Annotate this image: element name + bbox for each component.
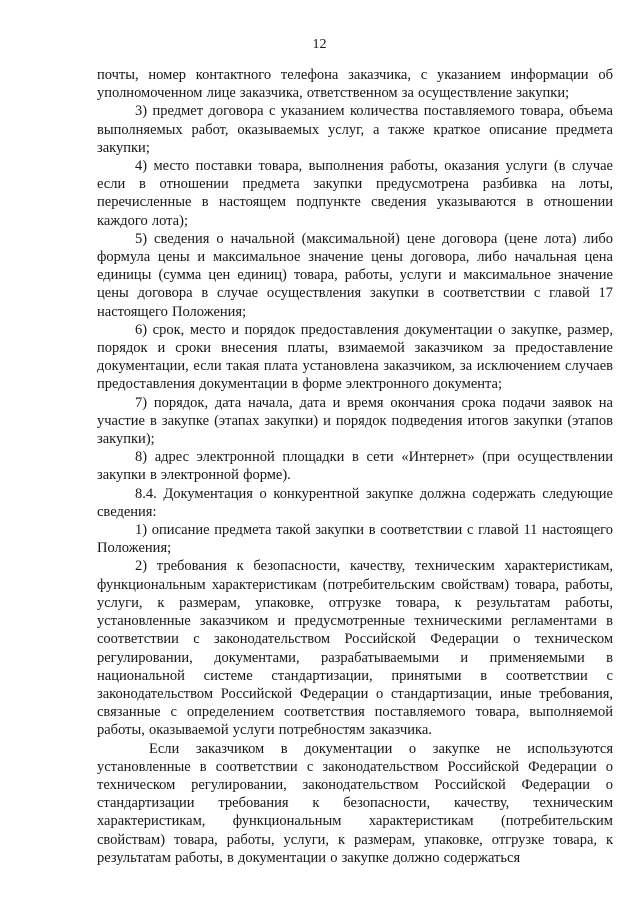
paragraph: 8) адрес электронной площадки в сети «Интернет» (при осуществлении закупки в электронной форме). — [97, 449, 613, 484]
document-body — [97, 66, 613, 867]
paragraph: 1) описание предмета такой закупки в соответствии с главой 11 настоящего Положения; — [97, 522, 613, 557]
paragraph: 4) место поставки товара, выполнения работы, оказания услуги (в случае если в отношении предмета закупки предусмотрена разбивка на лоты, перечисленные в настоящем подпункте сведения указываются в отношении каждого лота); — [97, 158, 613, 229]
paragraph: 2) требования к безопасности, качеству, техническим характеристикам, функциональным характеристикам (потребительским свойствам) товара, работы, услуги, к размерам, упаковке, отгрузке товара, к результатам работы, установленные заказчиком и предусмотренные техническими регламентами в соответствии с законодательством Российской Федерации о техническом регулировании, документами, разрабатываемыми и применяемыми в национальной системе стандартизации, принятыми в соответствии с законодательством Российской Федерации о стандартизации, иные требования, связанные с определением соответствия поставляемого товара, выполняемой работы, оказываемой услуги потребностям заказчика. — [97, 558, 613, 739]
paragraph: почты, номер контактного телефона заказчика, с указанием информации об уполномоченном лице заказчика, ответственном за осуществление закупки; — [97, 67, 613, 102]
paragraph: 6) срок, место и порядок предоставления документации о закупке, размер, порядок и сроки внесения платы, взимаемой заказчиком за предоставление документации, если такая плата установлена заказчиком, за исключением случаев предоставления документации в форме электронного документа; — [97, 321, 613, 393]
paragraph: Если заказчиком в документации о закупке не используются установленные в соответствии с законодательством Российской Федерации о техническом регулировании, законодательством Российской Федерации о стандартизации требования к безопасности, качеству, техническим характеристикам, функциональным характеристикам (потребительским свойствам) товара, работы, услуги, к размерам, упаковке, отгрузке товара, к результатам работы, в документации о закупке должно содержаться — [97, 740, 613, 866]
section-heading-paragraph: 8.4. Документация о конкурентной закупке должна содержать следующие сведения: — [97, 485, 613, 520]
paragraph: 3) предмет договора с указанием количества поставляемого товара, объема выполняемых работ, оказываемых услуг, а также краткое описание предмета закупки; — [97, 103, 613, 156]
page-number: 12 — [312, 37, 327, 52]
paragraph: 7) порядок, дата начала, дата и время окончания срока подачи заявок на участие в закупке (этапах закупки) и порядок подведения итогов закупки (этапов закупки); — [97, 394, 613, 448]
paragraph: 5) сведения о начальной (максимальной) цене договора (цене лота) либо формула цены и максимальное значение цены договора, либо начальная цена единицы (сумма цен единиц) товара, работы, услуги и максимальное значение цены договора в случае осуществления закупки в соответствии с главой 17 настоящего Положения; — [97, 230, 613, 320]
